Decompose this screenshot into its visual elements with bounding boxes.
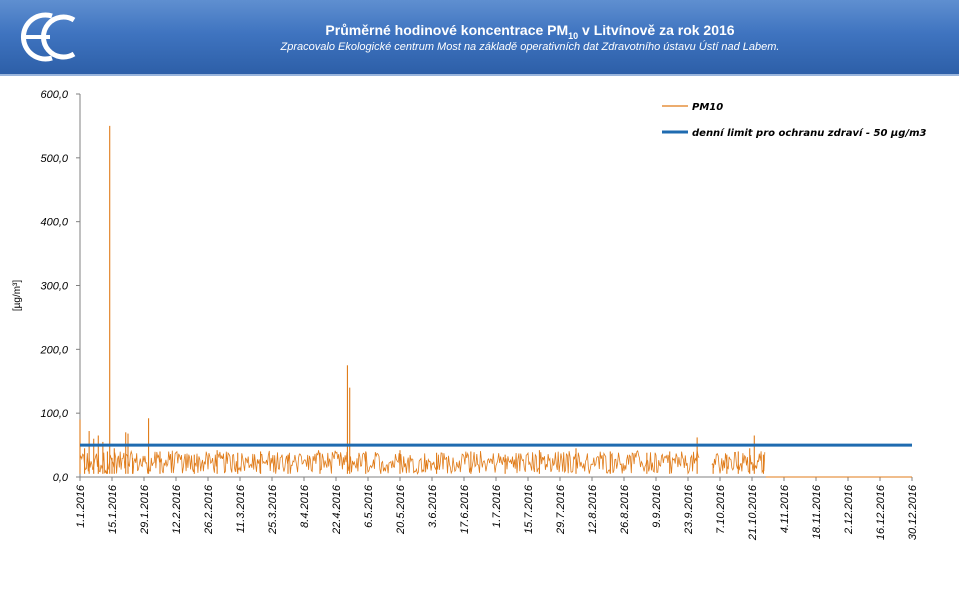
x-tick-label: 9.9.2016 xyxy=(651,485,663,528)
x-tick-label: 15.7.2016 xyxy=(523,485,535,534)
x-tick-label: 11.3.2016 xyxy=(235,485,247,534)
x-tick-label: 4.11.2016 xyxy=(779,485,791,534)
x-tick-label: 1.7.2016 xyxy=(491,485,503,528)
x-tick-label: 16.12.2016 xyxy=(875,485,887,541)
x-tick-label: 12.8.2016 xyxy=(587,485,599,534)
x-tick-label: 20.5.2016 xyxy=(395,485,407,534)
y-tick-label: 500,0 xyxy=(40,152,68,165)
x-tick-label: 15.1.2016 xyxy=(107,485,119,534)
x-tick-label: 1.1.2016 xyxy=(75,485,87,528)
x-tick-label: 6.5.2016 xyxy=(363,485,375,528)
y-tick-label: 0,0 xyxy=(52,472,68,484)
x-tick-label: 26.8.2016 xyxy=(619,485,631,534)
legend-limit-label: denní limit pro ochranu zdraví - 50 µg/m3 xyxy=(692,128,927,139)
legend-pm10-label: PM10 xyxy=(692,102,724,113)
x-tick-label: 25.3.2016 xyxy=(267,485,279,534)
x-tick-label: 23.9.2016 xyxy=(683,485,695,534)
y-axis-label: [µg/m³] xyxy=(12,279,23,312)
y-tick-label: 600,0 xyxy=(40,89,68,101)
x-tick-label: 21.10.2016 xyxy=(747,485,759,541)
pm10-series-line xyxy=(80,450,699,474)
title-suffix: v Litvínově za rok 2016 xyxy=(578,22,735,38)
x-tick-label: 18.11.2016 xyxy=(811,485,823,540)
x-tick-label: 29.7.2016 xyxy=(555,485,567,534)
x-tick-label: 2.12.2016 xyxy=(843,485,855,534)
y-tick-label: 300,0 xyxy=(40,280,68,293)
title-sub: 10 xyxy=(568,30,579,41)
x-tick-label: 7.10.2016 xyxy=(715,485,727,534)
x-tick-label: 8.4.2016 xyxy=(299,485,311,528)
x-tick-label: 12.2.2016 xyxy=(171,485,183,534)
y-tick-label: 100,0 xyxy=(40,408,68,421)
chart-subtitle: Zpracovalo Ekologické centrum Most na základě operativních dat Zdravotního ústavu Ústí nad Labem. xyxy=(280,41,780,53)
x-tick-label: 17.6.2016 xyxy=(459,485,471,534)
x-tick-label: 3.6.2016 xyxy=(427,485,439,528)
x-tick-label: 30.12.2016 xyxy=(907,485,919,541)
x-tick-label: 22.4.2016 xyxy=(331,485,343,534)
x-tick-label: 29.1.2016 xyxy=(139,485,151,534)
y-tick-label: 200,0 xyxy=(40,344,68,357)
y-tick-label: 400,0 xyxy=(40,216,68,229)
x-tick-label: 26.2.2016 xyxy=(203,485,215,534)
title-prefix: Průměrné hodinové koncentrace PM xyxy=(325,22,569,38)
